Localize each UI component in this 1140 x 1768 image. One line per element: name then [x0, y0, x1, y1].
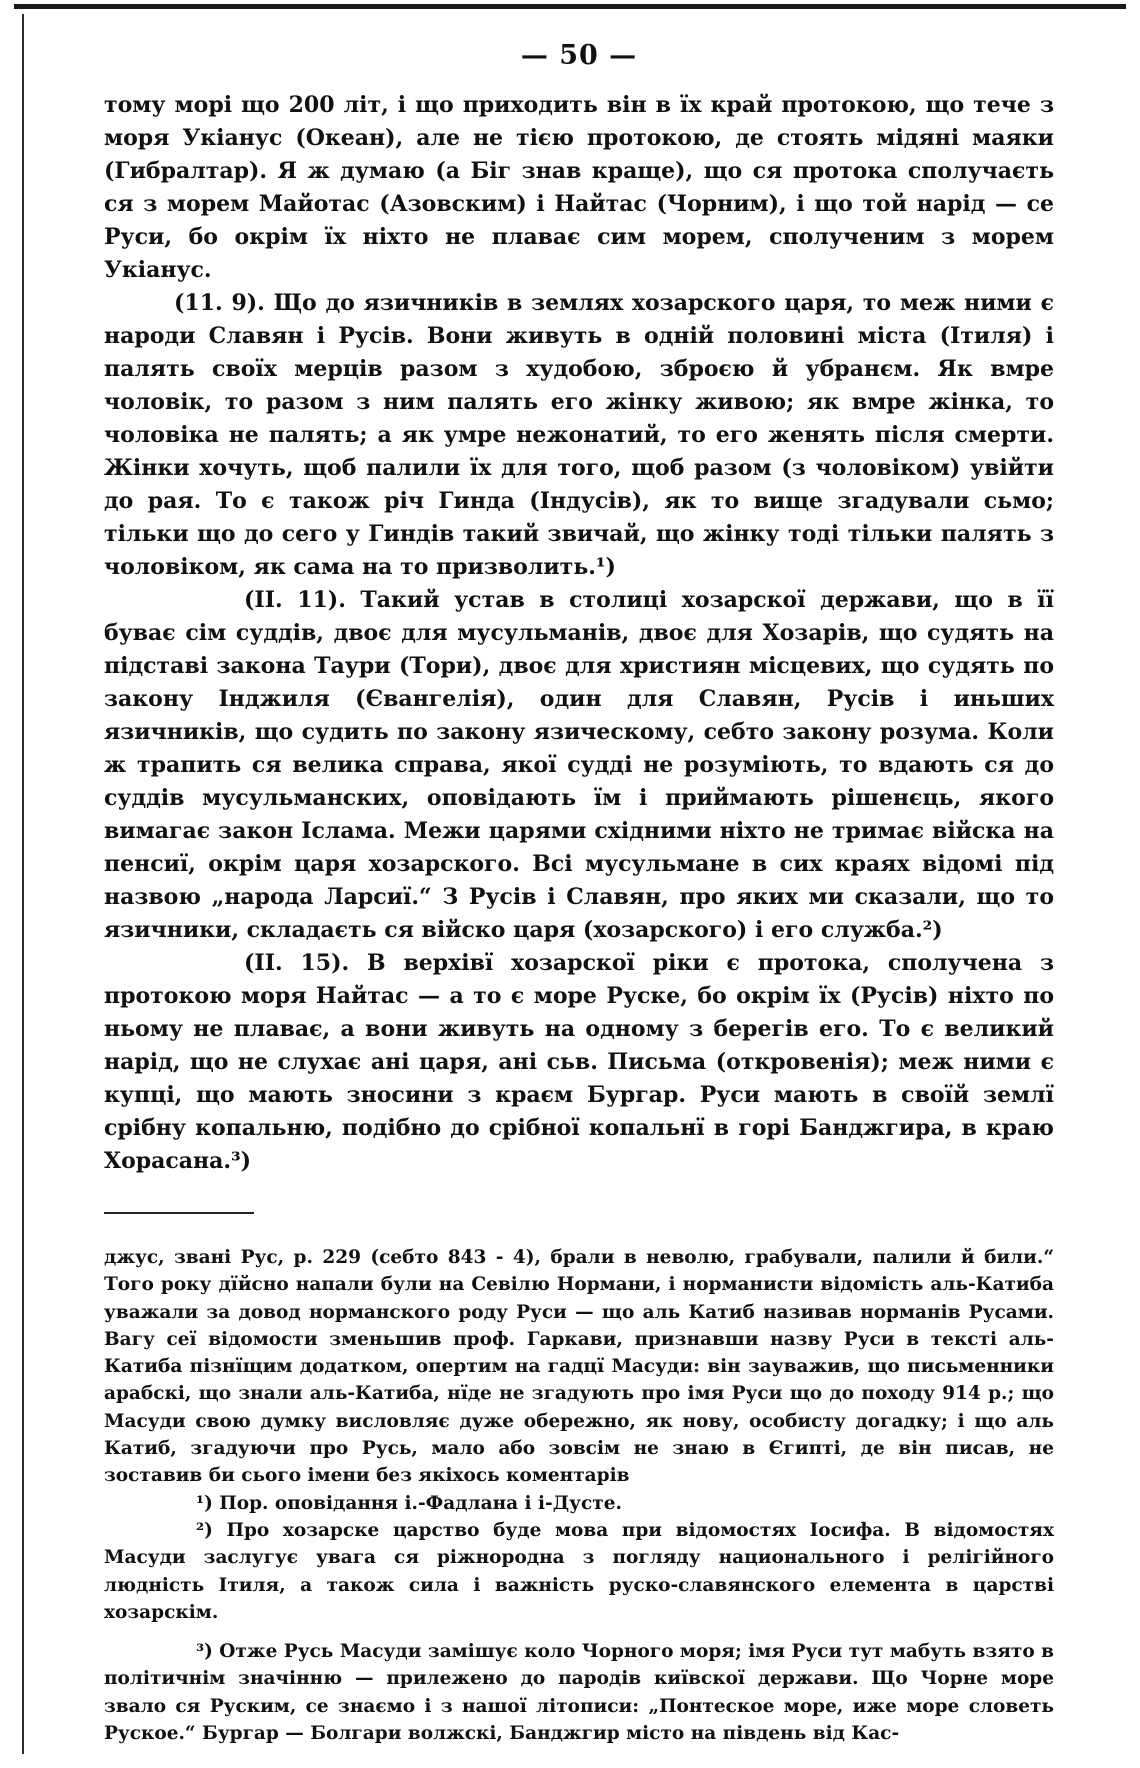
paragraph-ii-11: (II. 11). Такий устав в столиці хозарскої держави, що в її буває сім суддів, двоє для мусульманів, двоє для Хозарів, що судять на підставі закона Таури (Тори), двоє для християн місцевих, що судять по закону Інджиля (Євангелія), один для Славян, Русів і иньших язичників, що судить по закону язическому, себто закону розума. Коли ж трапить ся велика справа, якої судді не розуміють, то вдають ся до суддів мусульманских, оповідають їм і приймають рішенєць, якого вимагає закон Іслама. Межи царями східними ніхто не тримає війска на пенсиї, окрім царя хозарского. Всі мусульмане в сих краях відомі під назвою „народа Ларсиї.“ З Русів і Славян, про яких ми сказали, що то язичники, складаєть ся війско царя (хозарского) і его служба.²) — [104, 587, 1054, 943]
main-text — [104, 89, 1054, 1178]
footnote-continuation: джус, звані Рус, р. 229 (себто 843 - 4), брали в неволю, грабували, палили й били.“ Того року дїйсно напали були на Севілю Нормани, і норманисти відомість аль-Катиба уважали за довод норманского роду Руси — що аль Катиб називав норманів Русами. Вагу сеї відомости зменьшив проф. Гаркави, признавши назву Руси в тексті аль-Катиба пізнїщим додатком, опертим на гадцї Масуди: він зауважив, що письменники арабскі, що знали аль-Катиба, нїде не згадують про імя Руси що до походу 914 р.; що Масуди свою думку висловляє дуже обережно, як нову, особисту догадку; і що аль Катиб, згадуючи про Русь, мало або зовсім не знаю в Єгипті, де він писав, не зоставив би сього імени без якіхось коментарів — [104, 1247, 1054, 1487]
document-page — [104, 40, 1054, 1747]
footnote-separator — [104, 1212, 254, 1214]
page-number: — 50 — — [520, 40, 638, 71]
top-border-rule — [14, 4, 1126, 9]
footnote-3: ³) Отже Русь Масуди замішує коло Чорного моря; імя Руси тут мабуть взято в політичнім значінню — прилежено до пародів київскої держави. Що Чорне море звало ся Руским, се знаємо і з нашої літописи: „Понтеское море, иже море словеть Руское.“ Бургар — Болгари волжскі, Банджгир місто на південь від Кас- — [104, 1641, 1054, 1745]
paragraph-continuation: тому морі що 200 літ, і що приходить він в їх край протокою, що тече з моря Укіанус (Океан), але не тією протокою, де стоять мідяні маяки (Гибралтар). Я ж думаю (а Біг знав краще), що ся протока сполучаєть ся з морем Майотас (Азовским) і Найтас (Чорним), і що той нарід — се Руси, бо окрім їх ніхто не плаває сим морем, сполученим з морем Укіанус. — [104, 92, 1054, 283]
paragraph-11-9: (11. 9). Що до язичників в землях хозарского царя, то меж ними є народи Славян і Русів. Вони живуть в одній половині міста (Ітиля) і палять своїх мерців разом з худобою, зброєю й убранєм. Як вмре чоловік, то разом з ним палять его жінку живою; як вмре жінка, то чоловіка не палять; а як умре нежонатий, то его женять після смерти. Жінки хочуть, щоб палили їх для того, щоб разом (з чоловіком) увійти до рая. То є також річ Гинда (Індусів), як то вище згадували сьмо; тільки що до сего у Гиндів такий звичай, що жінку тоді тільки палять з чоловіком, як сама на то призволить.¹) — [104, 290, 1054, 580]
footnote-1: ¹) Пор. оповідання і.-Фадлана і і-Дусте. — [196, 1492, 622, 1514]
page-left-edge — [22, 14, 24, 1754]
paragraph-ii-15: (II. 15). В верхівї хозарскої ріки є протока, сполучена з протокою моря Найтас — а то є море Руске, бо окрім їх (Русів) ніхто по ньому не плаває, а вони живуть на одному з берегів его. То є великий нарід, що не слухає ані царя, ані сьв. Письма (откровенія); меж ними є купці, що мають зносини з краєм Бургар. Руси мають в своїй землї срібну копальню, подібно до срібної копальнї в горі Банджгира, в краю Хорасана.³) — [104, 950, 1054, 1174]
footnotes — [104, 1244, 1054, 1747]
footnote-2: ²) Про хозарске царство буде мова при відомостях Іосифа. В відомостях Масуди заслугує увага ся ріжнородна з погляду национального і релігійного людність Ітиля, а також сила і важність руско-славянского елемента в царстві хозарскім. — [104, 1519, 1054, 1623]
